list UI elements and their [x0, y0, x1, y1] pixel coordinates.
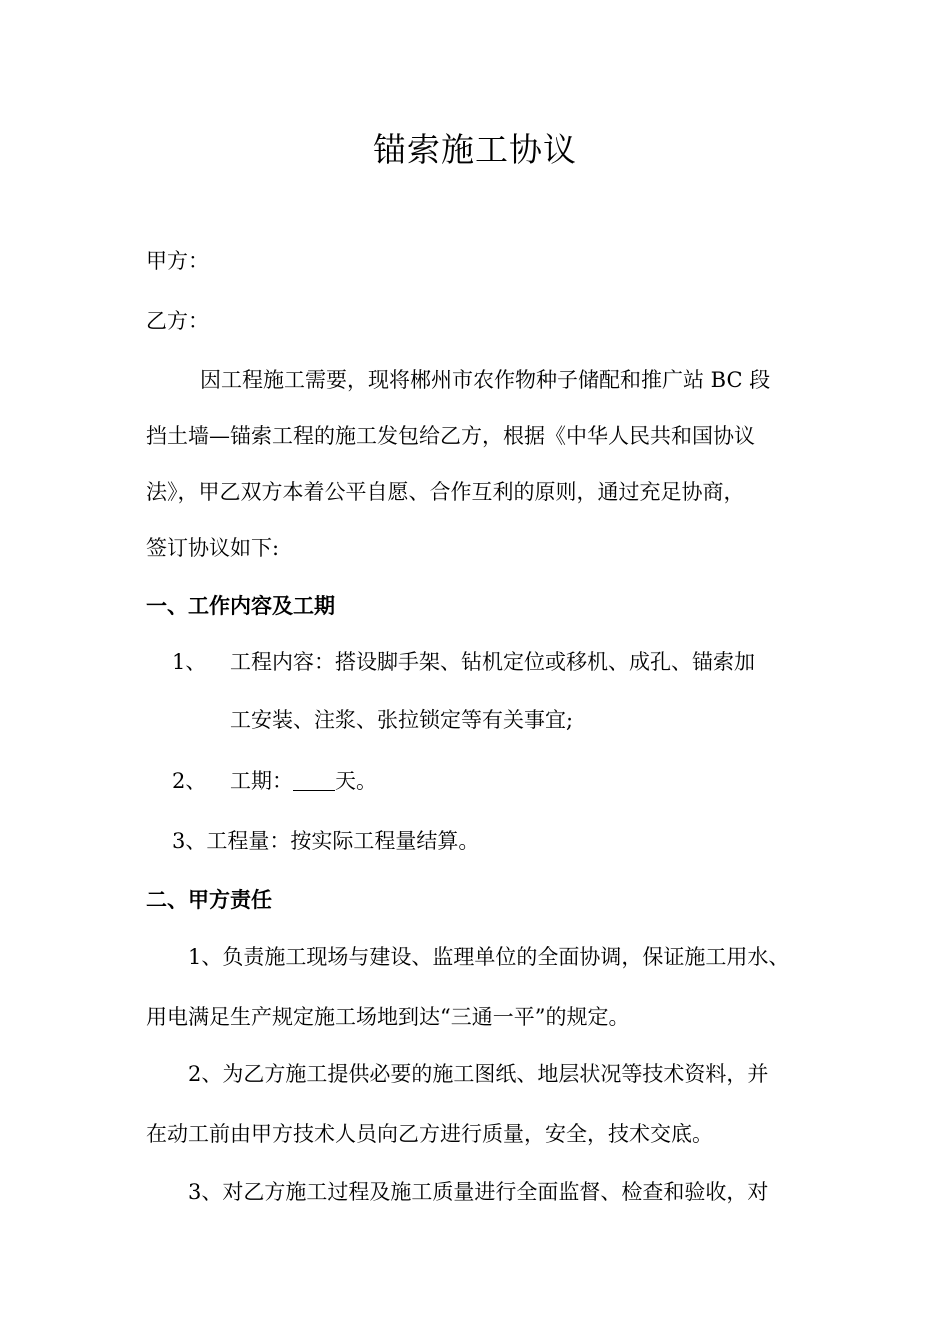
section-2-heading: 二、甲方责任 — [146, 887, 272, 912]
section-1-item-2 — [230, 766, 377, 796]
duration-blank — [293, 770, 335, 791]
intro-line-4: 签订协议如下: — [146, 536, 280, 560]
section-2-line-2: 用电满足生产规定施工场地到达“三通一平”的规定。 — [146, 1005, 630, 1029]
section-2-line-3: 2、为乙方施工提供必要的施工图纸、地层状况等技术资料，并 — [188, 1062, 769, 1086]
section-1-item-1-line-2: 工安装、注浆、张拉锁定等有关事宜; — [230, 708, 574, 732]
section-1-item-1-number: 1、 — [172, 650, 207, 674]
party-a-label: 甲方： — [146, 249, 209, 273]
intro-line-1: 因工程施工需要，现将郴州市农作物种子储配和推广站 BC 段 — [200, 368, 771, 392]
duration-unit: 天。 — [335, 769, 377, 793]
section-2-line-1: 1、负责施工现场与建设、监理单位的全面协调，保证施工用水、 — [188, 945, 790, 969]
party-b-label: 乙方： — [146, 309, 209, 333]
section-1-item-3: 3、工程量：按实际工程量结算。 — [172, 829, 480, 853]
intro-line-2: 挡土墙—锚索工程的施工发包给乙方，根据《中华人民共和国协议 — [146, 424, 755, 448]
section-1-item-2-number: 2、 — [172, 769, 207, 793]
intro-line-3: 法》，甲乙双方本着公平自愿、合作互利的原则，通过充足协商， — [146, 480, 745, 504]
section-2-line-5: 3、对乙方施工过程及施工质量进行全面监督、检查和验收，对 — [188, 1180, 769, 1204]
section-2-line-4: 在动工前由甲方技术人员向乙方进行质量，安全，技术交底。 — [146, 1122, 713, 1146]
section-1-item-1-line-1: 工程内容：搭设脚手架、钻机定位或移机、成孔、锚索加 — [230, 650, 755, 674]
duration-label: 工期： — [230, 769, 293, 793]
section-1-heading: 一、工作内容及工期 — [146, 593, 335, 618]
document-title: 锚索施工协议 — [373, 130, 577, 169]
